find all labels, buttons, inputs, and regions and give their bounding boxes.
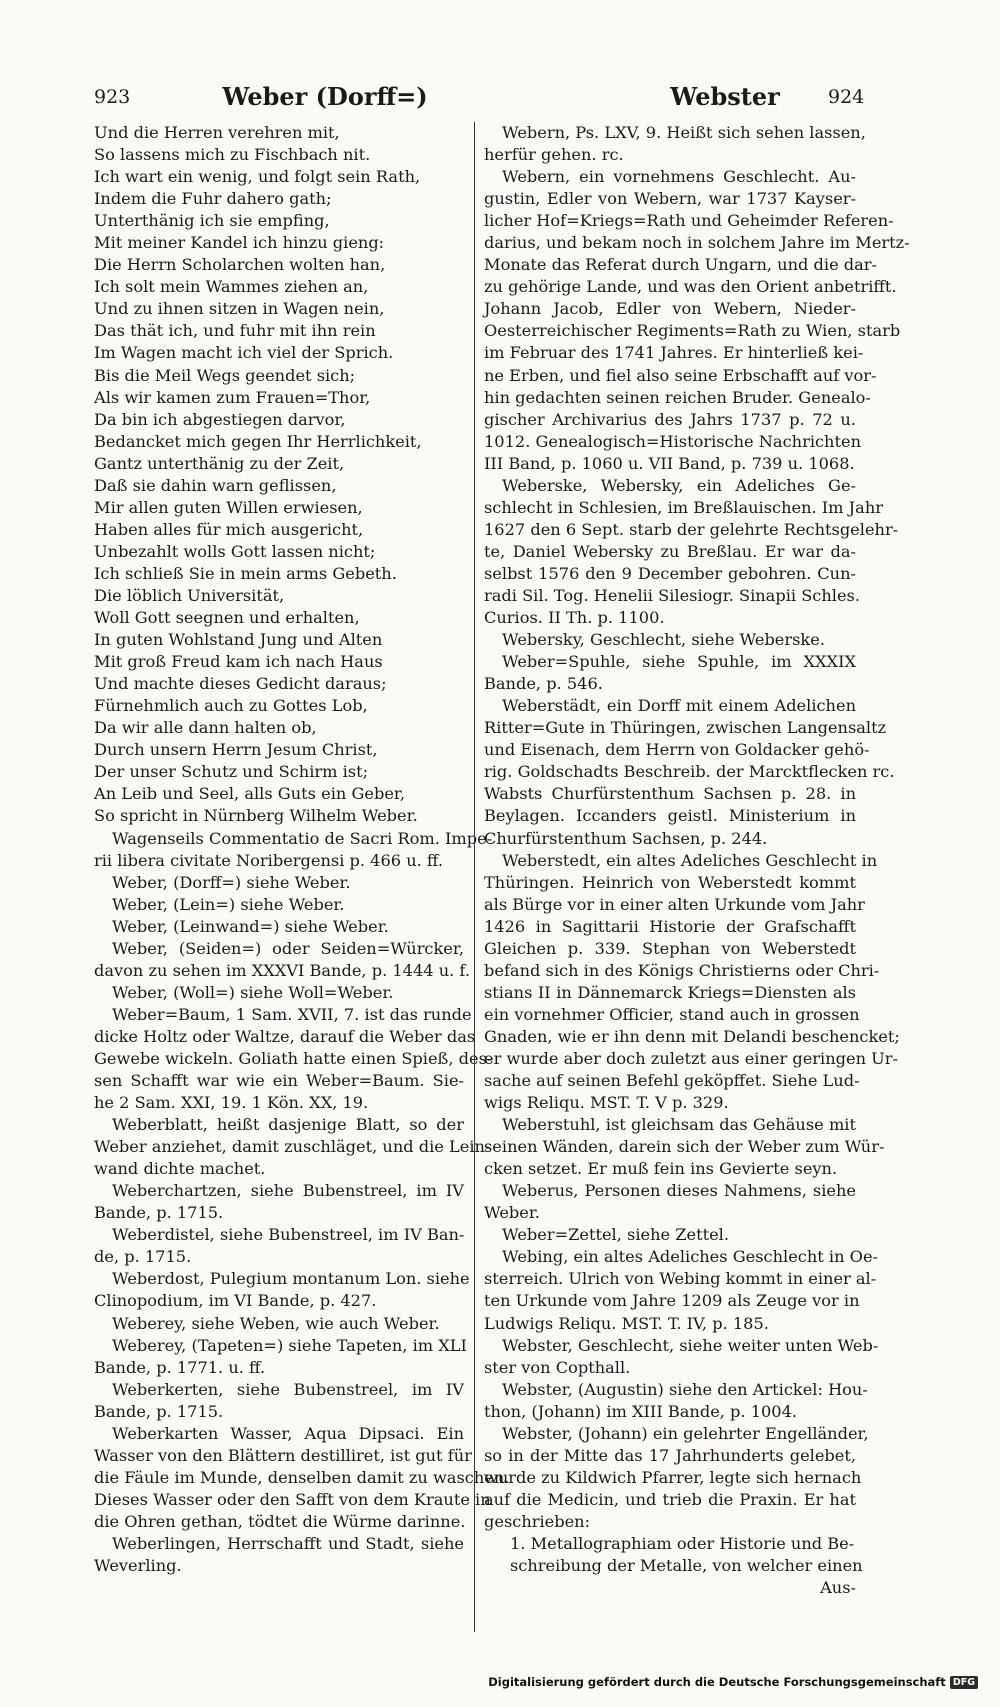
text-line: Bande, p. 1715. [94,1203,224,1223]
text-line: Unbezahlt wolls Gott lassen nicht; [94,541,376,561]
text-line: Die Herrn Scholarchen wolten han, [94,255,386,275]
text-line: Weber, (Leinwand=) siehe Weber. [112,916,389,936]
text-line: gischer Archivarius des Jahrs 1737 p. 72 u. [484,409,856,429]
text-line: schlecht in Schlesien, im Breßlauischen. Im Jahr [484,497,883,517]
text-line: Bande, p. 1771. u. ff. [94,1357,266,1377]
text-line: ster von Copthall. [484,1357,631,1377]
funding-note: Digitalisierung gefördert durch die Deutsche Forschungsgemeinschaft [488,1675,946,1689]
right-column [484,122,910,1599]
text-line: Weber anziehet, damit zuschläget, und die Lein- [94,1137,491,1157]
text-line: rii libera civitate Noribergensi p. 466 u. ff. [94,850,444,870]
text-line: auf die Medicin, und trieb die Praxin. Er hat [484,1489,856,1509]
text-line: 1. Metallographiam oder Historie und Be- [510,1534,855,1553]
left-page-number: 923 [94,86,131,108]
text-line: als Bürge vor in einer alten Urkunde vom Jahr [484,894,865,914]
text-line: Der unser Schutz und Schirm ist; [94,762,369,782]
text-line: geschrieben: [484,1511,591,1531]
text-line: wand dichte machet. [94,1159,266,1179]
text-line: sache auf seinen Befehl geköpffet. Siehe Lud- [484,1071,860,1091]
text-line: Gnaden, wie er ihn denn mit Delandi beschencket; [484,1026,900,1046]
text-line: Weber=Spuhle, siehe Spuhle, im XXXIX [502,652,856,672]
text-line: gustin, Edler von Webern, war 1737 Kayser- [484,189,856,209]
text-line: radi Sil. Tog. Henelii Silesiogr. Sinapii Schles. [484,585,860,605]
text-line: Weberstedt, ein altes Adeliches Geschlecht in [502,850,878,870]
text-line: Unterthänig ich sie empfing, [94,211,330,231]
text-line: Weber=Zettel, siehe Zettel. [502,1225,729,1245]
text-line: III Band, p. 1060 u. VII Band, p. 739 u. 1068. [484,453,855,473]
text-line: Weberey, siehe Weben, wie auch Weber. [112,1313,440,1333]
text-line: Weberstuhl, ist gleichsam das Gehäuse mit [502,1115,856,1135]
text-line: So spricht in Nürnberg Wilhelm Weber. [94,806,418,826]
text-line: 1627 den 6 Sept. starb der gelehrte Rechtsgelehr- [484,519,899,539]
text-line: Fürnehmlich auch zu Gottes Lob, [94,696,368,716]
text-line: Webern, ein vornehmens Geschlecht. Au- [502,167,856,187]
text-line: Bande, p. 546. [484,674,603,694]
text-line: 1426 in Sagittarii Historie der Grafschafft [484,916,856,936]
text-line: Gewebe wickeln. Goliath hatte einen Spieß, des- [94,1048,493,1068]
text-line: wurde zu Kildwich Pfarrer, legte sich hernach [484,1467,862,1487]
text-line: Weber. [484,1203,540,1223]
text-line: Wagenseils Commentatio de Sacri Rom. Impe- [112,828,493,848]
text-line: Wasser von den Blättern destilliret, ist gut für [94,1445,472,1465]
text-line: Weber=Baum, 1 Sam. XVII, 7. ist das runde [112,1004,472,1024]
text-line: Haben alles für mich ausgericht, [94,519,364,539]
text-line: Churfürstenthum Sachsen, p. 244. [484,828,768,848]
text-line: dicke Holtz oder Waltze, darauf die Weber das [94,1026,476,1046]
text-line: Weberstädt, ein Dorff mit einem Adelichen [502,696,856,716]
text-line: und Eisenach, dem Herrn von Goldacker gehö- [484,740,870,760]
text-line: Und die Herren verehren mit, [94,123,340,142]
text-line: Das thät ich, und fuhr mit ihn rein [94,321,376,341]
text-line: Indem die Fuhr dahero gath; [94,189,332,209]
dfg-logo: DFG [950,1676,978,1689]
text-line: Ludwigs Reliqu. MST. T. IV, p. 185. [484,1313,769,1333]
text-line: Aus- [820,1578,856,1598]
text-line: im Februar des 1741 Jahres. Er hinterließ kei- [484,343,864,363]
text-line: Webster, (Johann) ein gelehrter Engelländer, [502,1423,869,1443]
text-line: de, p. 1715. [94,1247,192,1267]
text-line: Und zu ihnen sitzen in Wagen nein, [94,299,385,319]
text-line: Da bin ich abgestiegen darvor, [94,409,346,429]
text-line: ten Urkunde vom Jahre 1209 als Zeuge vor in [484,1291,860,1311]
text-line: Daß sie dahin warn geflissen, [94,475,337,495]
text-line: Webster, (Augustin) siehe den Artickel: Hou- [502,1379,868,1399]
text-line: Clinopodium, im VI Bande, p. 427. [94,1291,377,1311]
text-line: So lassens mich zu Fischbach nit. [94,145,371,165]
text-line: Weberkarten Wasser, Aqua Dipsaci. Ein [112,1423,464,1443]
text-line: wigs Reliqu. MST. T. V p. 329. [484,1093,729,1113]
text-line: ein vornehmer Officier, stand auch in grossen [484,1004,860,1024]
text-line: sterreich. Ulrich von Webing kommt in einer al- [484,1269,877,1289]
text-line: er wurde aber doch zuletzt aus einer geringen Ur- [484,1048,899,1068]
text-line: 1012. Genealogisch=Historische Nachrichten [484,431,861,451]
text-line: Thüringen. Heinrich von Weberstedt kommt [484,872,856,892]
text-line: rig. Goldschadts Beschreib. der Marcktflecken rc. [484,762,895,782]
text-line: Ich solt mein Wammes ziehen an, [94,277,369,297]
text-line: Weber, (Seiden=) oder Seiden=Würcker, [112,938,464,958]
text-line: Weberblatt, heißt dasjenige Blatt, so der [112,1115,464,1135]
text-line: In guten Wohlstand Jung und Alten [94,630,383,650]
text-line: Weber, (Dorff=) siehe Weber. [112,872,351,892]
text-line: Mir allen guten Willen erwiesen, [94,497,363,517]
text-line: Webster, Geschlecht, siehe weiter unten Web- [502,1335,879,1355]
text-line: Webersky, Geschlecht, siehe Weberske. [502,630,825,650]
text-line: thon, (Johann) im XIII Bande, p. 1004. [484,1401,798,1421]
text-line: Ich schließ Sie in mein arms Gebeth. [94,563,397,583]
text-line: stians II in Dännemarck Kriegs=Diensten als [484,982,856,1002]
column-divider [474,122,475,1632]
text-line: so in der Mitte das 17 Jahrhunderts gelebet, [484,1445,856,1465]
text-line: Weverling. [94,1556,182,1576]
left-running-head: Weber (Dorff=) [222,82,428,111]
text-line: Weberus, Personen dieses Nahmens, siehe [502,1181,856,1201]
text-line: Weberey, (Tapeten=) siehe Tapeten, im XLI [112,1335,467,1355]
text-line: die Fäule im Munde, denselben damit zu waschen. [94,1467,510,1487]
text-line: Bedancket mich gegen Ihr Herrlichkeit, [94,431,422,451]
text-line: Ich wart ein wenig, und folgt sein Rath, [94,167,421,187]
text-line: Weberdistel, siehe Bubenstreel, im IV Ban- [112,1225,465,1245]
text-line: Dieses Wasser oder den Safft von dem Kraute in [94,1489,491,1509]
text-line: Oesterreichischer Regiments=Rath zu Wien, starb [484,321,901,341]
text-line: Als wir kamen zum Frauen=Thor, [94,387,371,407]
text-line: hin gedachten seinen reichen Bruder. Genealo- [484,387,871,407]
text-line: Durch unsern Herrn Jesum Christ, [94,740,378,760]
text-line: sen Schafft war wie ein Weber=Baum. Sie- [94,1071,464,1091]
text-line: Webing, ein altes Adeliches Geschlecht in Oe- [502,1247,878,1267]
text-line: Weberdost, Pulegium montanum Lon. siehe [112,1269,470,1289]
text-line: Mit meiner Kandel ich hinzu gieng: [94,233,385,253]
text-line: seinen Wänden, darein sich der Weber zum Wür- [484,1137,885,1157]
text-line: Weberske, Webersky, ein Adeliches Ge- [502,475,856,495]
text-line: zu gehörige Lande, und was den Orient anbetrifft. [484,277,897,297]
text-line: Weber, (Lein=) siehe Weber. [112,894,345,914]
text-line: Weber, (Woll=) siehe Woll=Weber. [112,982,394,1002]
text-line: cken setzet. Er muß fein ins Gevierte seyn. [484,1159,838,1179]
text-line: schreibung der Metalle, von welcher einen [510,1556,863,1576]
text-line: selbst 1576 den 9 December gebohren. Cun- [484,563,856,583]
text-line: licher Hof=Kriegs=Rath und Geheimder Referen- [484,211,894,231]
text-line: Weberchartzen, siehe Bubenstreel, im IV [112,1181,464,1201]
text-line: ne Erben, und fiel also seine Erbschafft auf vor- [484,365,877,385]
text-line: Curios. II Th. p. 1100. [484,608,665,628]
text-line: Und machte dieses Gedicht daraus; [94,674,387,694]
text-line: Bis die Meil Wegs geendet sich; [94,365,356,385]
right-page-number: 924 [828,86,865,108]
text-line: Gantz unterthänig zu der Zeit, [94,453,345,473]
text-line: herfür gehen. rc. [484,145,624,165]
text-line: Im Wagen macht ich viel der Sprich. [94,343,394,363]
text-line: Beylagen. Iccanders geistl. Ministerium in [484,806,856,826]
footer [488,1675,978,1689]
text-line: Weberlingen, Herrschafft und Stadt, siehe [112,1534,464,1553]
text-line: befand sich in des Königs Christierns oder Chri- [484,960,880,980]
text-line: Weberkerten, siehe Bubenstreel, im IV [112,1379,464,1399]
text-line: Die löblich Universität, [94,585,285,605]
right-running-head: Webster [670,82,780,111]
text-line: Da wir alle dann halten ob, [94,718,317,738]
text-line: Wabsts Churfürstenthum Sachsen p. 28. in [484,784,856,804]
text-line: davon zu sehen im XXXVI Bande, p. 1444 u. f. [94,960,470,980]
text-line: Webern, Ps. LXV, 9. Heißt sich sehen lassen, [502,123,866,142]
text-line: Bande, p. 1715. [94,1401,224,1421]
text-line: Gleichen p. 339. Stephan von Weberstedt [484,938,856,958]
text-line: An Leib und Seel, alls Guts ein Geber, [94,784,406,804]
text-line: Mit groß Freud kam ich nach Haus [94,652,383,672]
text-line: Johann Jacob, Edler von Webern, Nieder- [484,299,856,319]
text-line: die Ohren gethan, tödtet die Würme darinne. [94,1511,466,1531]
left-column [94,122,510,1577]
text-line: Ritter=Gute in Thüringen, zwischen Langensaltz [484,718,887,738]
text-line: Monate das Referat durch Ungarn, und die dar- [484,255,878,275]
text-line: te, Daniel Webersky zu Breßlau. Er war da- [484,541,856,561]
text-line: he 2 Sam. XXI, 19. 1 Kön. XX, 19. [94,1093,369,1113]
text-line: Woll Gott seegnen und erhalten, [94,608,360,628]
text-line: darius, und bekam noch in solchem Jahre im Mertz- [484,233,910,253]
